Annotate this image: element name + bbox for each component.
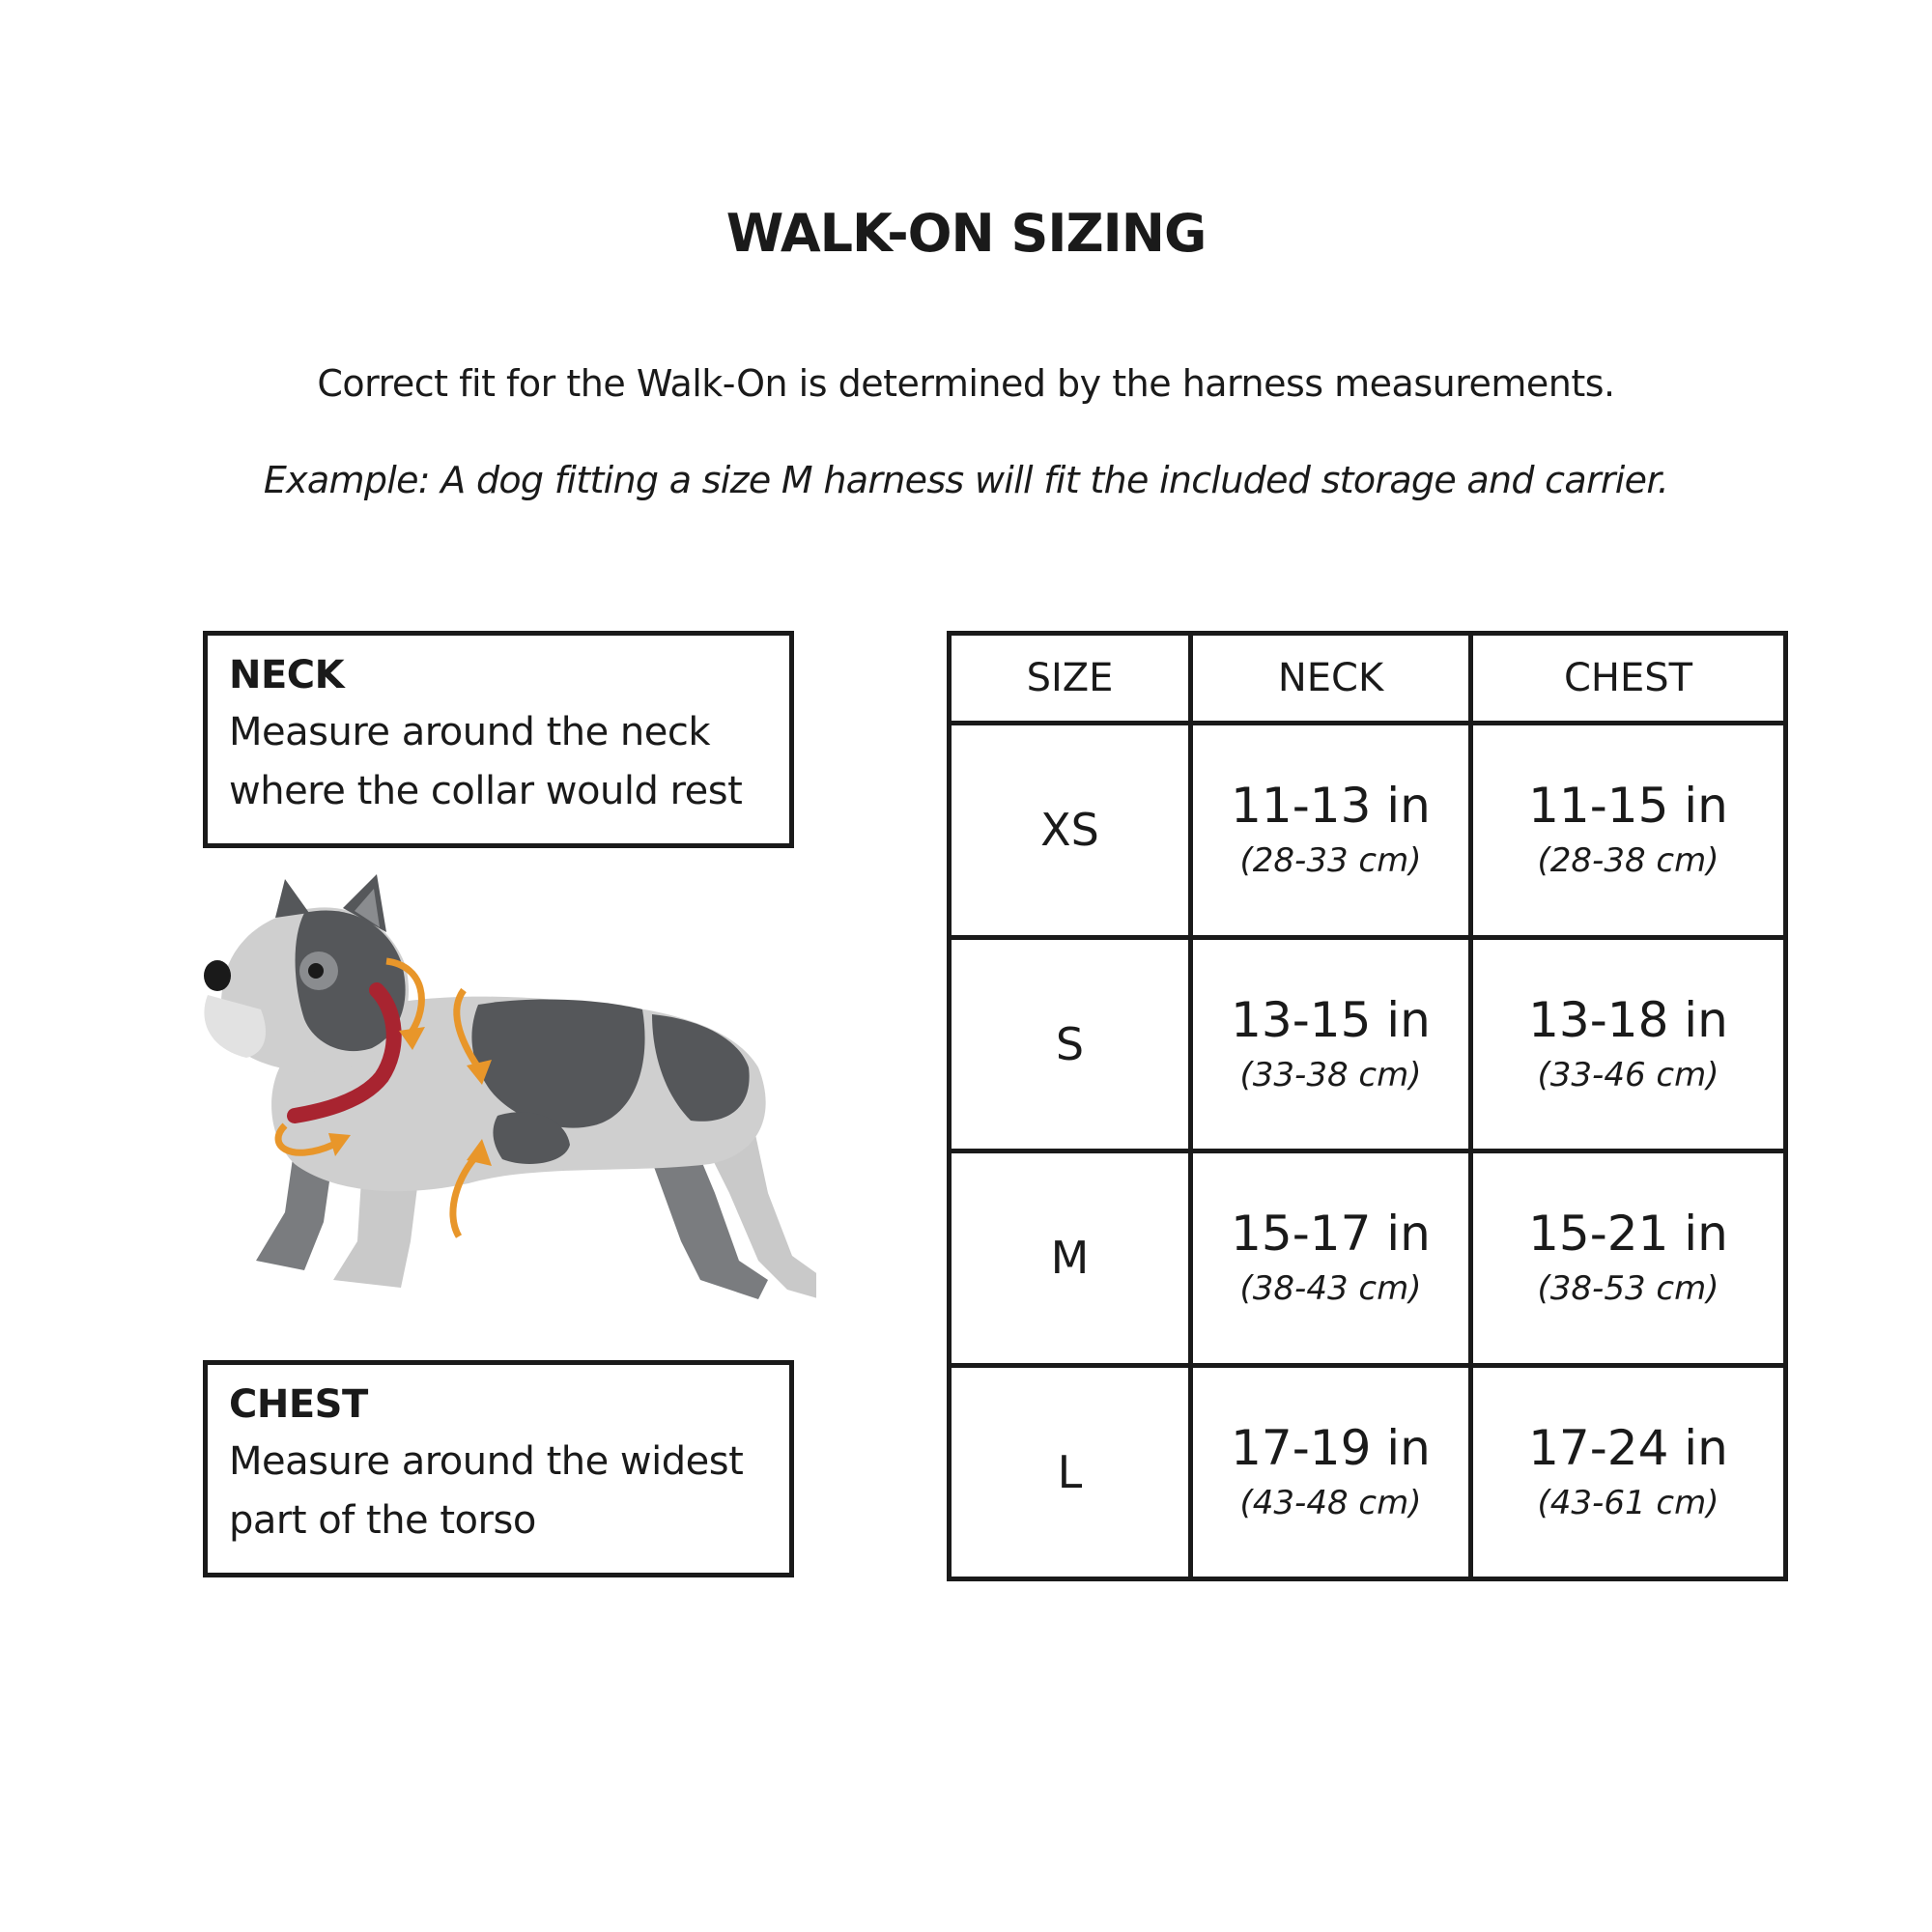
intro-text: Correct fit for the Walk-On is determined by the harness measurements.	[317, 362, 1615, 405]
size-label: L	[1057, 1445, 1083, 1498]
dog-eye	[308, 963, 324, 979]
neck-inches: 17-19 in	[1231, 1419, 1431, 1476]
chest-inches: 11-15 in	[1528, 778, 1728, 835]
neck-centimeters: (43-48 cm)	[1239, 1483, 1422, 1522]
chest-inches: 13-18 in	[1528, 991, 1728, 1048]
neck-cell	[1191, 1151, 1471, 1366]
chest-inches: 15-21 in	[1528, 1206, 1728, 1263]
table-row	[950, 1365, 1786, 1579]
neck-inches: 11-13 in	[1231, 778, 1431, 835]
header-size: SIZE	[950, 634, 1191, 724]
header-chest: CHEST	[1471, 634, 1786, 724]
size-label: M	[1050, 1232, 1090, 1285]
neck-cell	[1191, 724, 1471, 938]
chest-centimeters: (28-38 cm)	[1537, 841, 1719, 881]
neck-centimeters: (38-43 cm)	[1239, 1269, 1422, 1309]
header-neck: NECK	[1191, 634, 1471, 724]
chest-inches: 17-24 in	[1528, 1419, 1728, 1476]
neck-instruction-line2: where the collar would rest	[229, 769, 743, 813]
dog-nose	[204, 960, 231, 991]
neck-centimeters: (33-38 cm)	[1239, 1055, 1422, 1094]
table-row	[950, 724, 1786, 938]
size-label: S	[1055, 1017, 1085, 1070]
size-cell	[950, 1151, 1191, 1366]
size-cell	[950, 724, 1191, 938]
dog-illustration	[188, 874, 816, 1338]
neck-instruction-line1: Measure around the neck	[229, 710, 711, 754]
chest-instruction-line2: part of the torso	[229, 1498, 536, 1543]
chest-cell	[1471, 1151, 1786, 1366]
neck-inches: 15-17 in	[1231, 1206, 1431, 1263]
size-cell	[950, 1365, 1191, 1579]
neck-centimeters: (28-33 cm)	[1239, 841, 1422, 881]
neck-cell	[1191, 1365, 1471, 1579]
chest-heading: CHEST	[229, 1382, 368, 1427]
table-header-row	[950, 634, 1786, 724]
chest-cell	[1471, 1365, 1786, 1579]
neck-info-box	[203, 631, 794, 848]
chest-centimeters: (38-53 cm)	[1537, 1269, 1719, 1309]
dog-ear-back	[275, 879, 309, 918]
neck-cell	[1191, 937, 1471, 1151]
size-chart-table	[947, 631, 1788, 1581]
table-row	[950, 1151, 1786, 1366]
example-text: Example: A dog fitting a size M harness will fit the included storage and carrier.	[263, 459, 1669, 501]
chest-centimeters: (33-46 cm)	[1537, 1055, 1719, 1094]
page-title: WALK-ON SIZING	[725, 203, 1207, 264]
size-cell	[950, 937, 1191, 1151]
chest-cell	[1471, 937, 1786, 1151]
chest-centimeters: (43-61 cm)	[1537, 1483, 1719, 1522]
neck-inches: 13-15 in	[1231, 991, 1431, 1048]
size-label: XS	[1040, 804, 1099, 857]
chest-cell	[1471, 724, 1786, 938]
chest-info-box	[203, 1360, 794, 1577]
chest-instruction-line1: Measure around the widest	[229, 1439, 744, 1484]
table-row	[950, 937, 1786, 1151]
neck-heading: NECK	[229, 653, 345, 697]
